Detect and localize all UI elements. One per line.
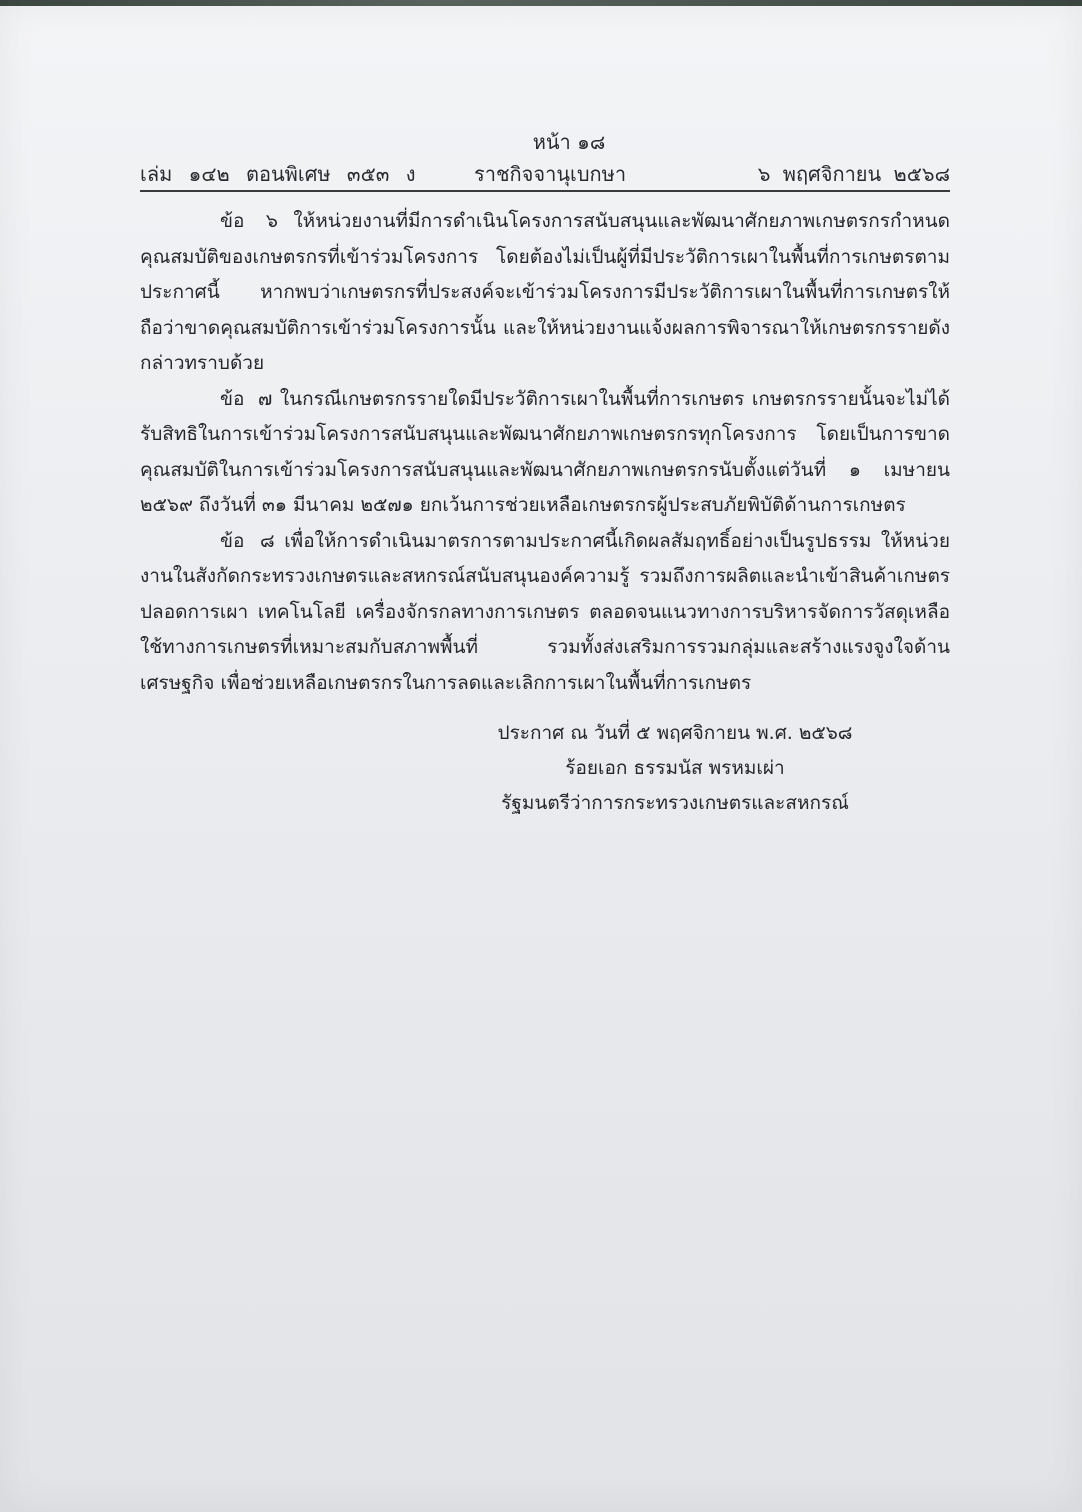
announcement-date: ประกาศ ณ วันที่ ๕ พฤศจิกายน พ.ศ. ๒๕๖๘ — [497, 722, 853, 744]
page-number: หน้า ๑๘ — [532, 130, 606, 154]
signer-name: ร้อยเอก ธรรมนัส พรหมเผ่า — [565, 757, 785, 779]
background-edge — [0, 0, 1082, 6]
signer-title: รัฐมนตรีว่าการกระทรวงเกษตรและสหกรณ์ — [501, 792, 849, 814]
volume-info: เล่ม ๑๔๒ ตอนพิเศษ ๓๕๓ ง — [140, 162, 416, 186]
clause-text: ให้หน่วยงานที่มีการดำเนินโครงการสนับสนุนและพัฒนาศักยภาพเกษตรกรกำหนดคุณสมบัติของเกษตรกรที่เข้าร่วมโครงการ โดยต้องไม่เป็นผู้ที่มีประวัติการเผาในพื้นที่การเกษตรตามประกาศนี้ หากพบว่าเกษตรกรที่ประสงค์จะเข้าร่วมโครงการมีประวัติการเผาในพื้นที่การเกษตรให้ถือว่าขาดคุณสมบัติการเข้าร่วมโครงการนั้น และให้หน่วยงานแจ้งผลการพิจารณาให้เกษตรกรรายดังกล่าวทราบด้วย — [140, 210, 950, 374]
clause-text: ในกรณีเกษตรกรรายใดมีประวัติการเผาในพื้นที่การเกษตร เกษตรกรรายนั้นจะไม่ได้รับสิทธิในการเข้าร่วมโครงการสนับสนุนและพัฒนาศักยภาพเกษตรกรทุกโครงการ โดยเป็นการขาดคุณสมบัติในการเข้าร่วมโครงการสนับสนุนและพัฒนาศักยภาพเกษตรกรนับตั้งแต่วันที่ ๑ เมษายน ๒๕๖๙ ถึงวันที่ ๓๑ มีนาคม ๒๕๗๑ ยกเว้นการช่วยเหลือเกษตรกรผู้ประสบภัยพิบัติด้านการเกษตร — [140, 387, 950, 516]
publication-date: ๖ พฤศจิกายน ๒๕๖๘ — [757, 162, 950, 186]
publication-name: ราชกิจจานุเบกษา — [474, 162, 627, 186]
clause-7 — [140, 382, 950, 524]
clause-8 — [140, 524, 950, 702]
clause-6 — [140, 204, 950, 382]
document-body — [140, 204, 950, 701]
clause-label: ข้อ ๗ — [220, 387, 273, 410]
signature-block — [330, 716, 1020, 821]
gazette-header — [140, 158, 950, 188]
clause-label: ข้อ ๖ — [220, 210, 278, 232]
header-divider — [140, 190, 950, 192]
clause-text: เพื่อให้การดำเนินมาตรการตามประกาศนี้เกิดผลสัมฤทธิ์อย่างเป็นรูปธรรม ให้หน่วยงานในสังกัดกระทรวงเกษตรและสหกรณ์สนับสนุนองค์ความรู้ รวมถึงการผลิตและนำเข้าสินค้าเกษตรปลอดการเผา เทคโนโลยี เครื่องจักรกลทางการเกษตร ตลอดจนแนวทางการบริหารจัดการวัสดุเหลือใช้ทางการเกษตรที่เหมาะสมกับสภาพพื้นที่ รวมทั้งส่งเสริมการรวมกลุ่มและสร้างแรงจูงใจด้านเศรษฐกิจ เพื่อช่วยเหลือเกษตรกรในการลดและเลิกการเผาในพื้นที่การเกษตร — [140, 529, 950, 694]
clause-label: ข้อ ๘ — [220, 529, 275, 552]
